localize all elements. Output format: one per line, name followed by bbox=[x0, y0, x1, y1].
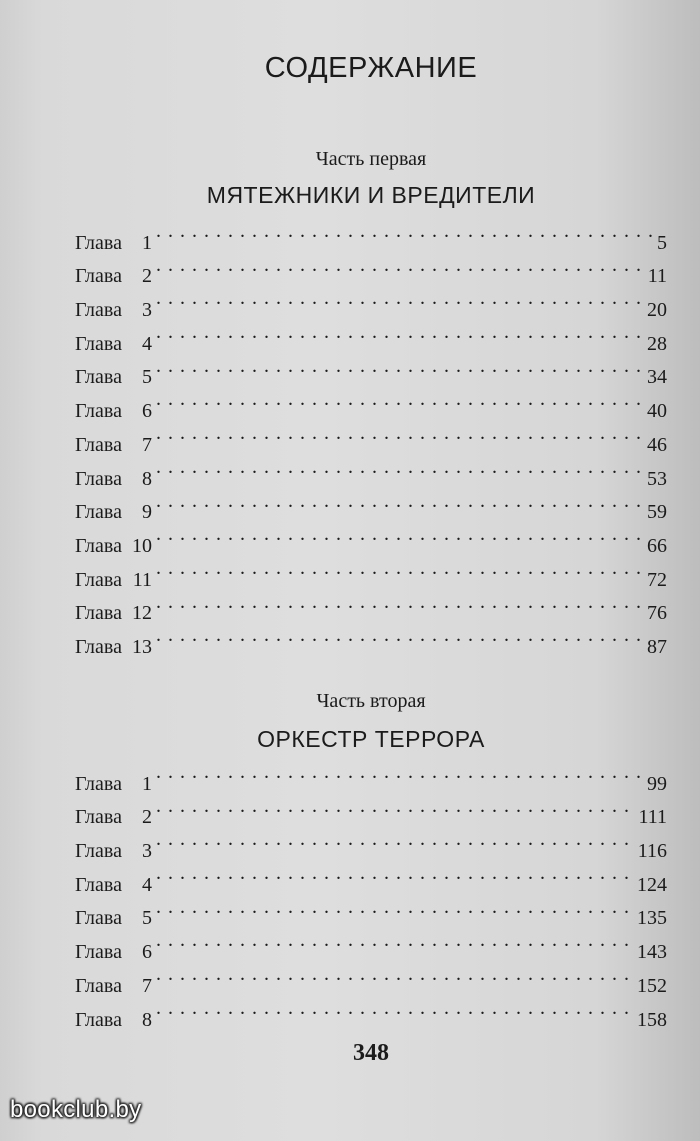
chapter-row bbox=[75, 417, 667, 451]
chapter-word: Глава bbox=[75, 941, 122, 959]
chapter-word: Глава bbox=[75, 1008, 122, 1026]
chapter-list bbox=[75, 215, 667, 653]
chapter-row bbox=[75, 316, 667, 350]
chapter-row bbox=[75, 823, 667, 857]
chapter-number: 3 bbox=[141, 840, 152, 858]
chapter-word: Глава bbox=[75, 534, 122, 552]
chapter-page: 53 bbox=[647, 467, 667, 485]
chapter-number: 1 bbox=[141, 772, 152, 790]
chapter-word: Глава bbox=[75, 907, 122, 925]
chapter-page: 124 bbox=[637, 873, 667, 891]
dot-leader bbox=[156, 586, 643, 620]
chapter-word: Глава bbox=[75, 433, 122, 451]
chapter-page: 116 bbox=[637, 840, 667, 858]
chapter-row bbox=[75, 992, 667, 1026]
chapter-word: Глава bbox=[75, 635, 122, 653]
chapter-row bbox=[75, 958, 667, 992]
chapter-page: 46 bbox=[647, 433, 667, 451]
part-label: Часть вторая bbox=[316, 690, 426, 712]
chapter-row bbox=[75, 857, 667, 891]
chapter-row bbox=[75, 282, 667, 316]
chapter-number: 8 bbox=[141, 467, 152, 485]
chapter-row bbox=[75, 451, 667, 485]
dot-leader bbox=[156, 823, 634, 857]
dot-leader bbox=[156, 249, 644, 283]
dot-leader bbox=[156, 924, 633, 958]
chapter-page: 72 bbox=[647, 568, 667, 586]
chapter-number: 4 bbox=[141, 873, 152, 891]
chapter-number: 5 bbox=[141, 907, 152, 925]
dot-leader bbox=[156, 451, 643, 485]
chapter-page: 66 bbox=[647, 534, 667, 552]
chapter-page: 20 bbox=[647, 299, 667, 317]
chapter-word: Глава bbox=[75, 400, 122, 418]
dot-leader bbox=[156, 756, 643, 790]
part-title: МЯТЕЖНИКИ И ВРЕДИТЕЛИ bbox=[206, 182, 536, 208]
dot-leader bbox=[156, 383, 643, 417]
chapter-row bbox=[75, 552, 667, 586]
dot-leader bbox=[156, 350, 643, 384]
dot-leader bbox=[156, 857, 633, 891]
chapter-word: Глава bbox=[75, 265, 122, 283]
dot-leader bbox=[156, 992, 633, 1026]
page-number: 348 bbox=[353, 1040, 389, 1066]
dot-leader bbox=[156, 215, 653, 249]
chapter-number: 11 bbox=[132, 568, 152, 586]
chapter-row bbox=[75, 215, 667, 249]
chapter-word: Глава bbox=[75, 299, 122, 317]
dot-leader bbox=[156, 619, 643, 653]
chapter-number: 10 bbox=[131, 534, 152, 552]
chapter-number: 6 bbox=[141, 400, 152, 418]
chapter-number: 12 bbox=[131, 602, 152, 620]
chapter-page: 76 bbox=[647, 602, 667, 620]
chapter-word: Глава bbox=[75, 974, 122, 992]
chapter-word: Глава bbox=[75, 231, 122, 249]
dot-leader bbox=[156, 958, 633, 992]
chapter-row bbox=[75, 756, 667, 790]
chapter-word: Глава bbox=[75, 873, 122, 891]
chapter-number: 2 bbox=[141, 806, 152, 824]
dot-leader bbox=[156, 790, 635, 824]
chapter-row bbox=[75, 619, 667, 653]
chapter-row bbox=[75, 383, 667, 417]
dot-leader bbox=[156, 316, 643, 350]
chapter-row bbox=[75, 518, 667, 552]
chapter-number: 9 bbox=[141, 501, 152, 519]
chapter-number: 7 bbox=[141, 974, 152, 992]
chapter-page: 11 bbox=[647, 265, 667, 283]
chapter-list bbox=[75, 756, 667, 1026]
chapter-row bbox=[75, 586, 667, 620]
chapter-number: 1 bbox=[141, 231, 152, 249]
chapter-page: 99 bbox=[647, 772, 667, 790]
chapter-number: 13 bbox=[131, 635, 152, 653]
dot-leader bbox=[156, 282, 643, 316]
chapter-number: 2 bbox=[141, 265, 152, 283]
dot-leader bbox=[156, 518, 643, 552]
part-title: ОРКЕСТР ТЕРРОРА bbox=[257, 726, 485, 752]
chapter-page: 59 bbox=[647, 501, 667, 519]
dot-leader bbox=[156, 417, 643, 451]
chapter-word: Глава bbox=[75, 332, 122, 350]
chapter-page: 5 bbox=[657, 231, 667, 249]
chapter-word: Глава bbox=[75, 840, 122, 858]
dot-leader bbox=[156, 485, 643, 519]
dot-leader bbox=[156, 552, 643, 586]
chapter-page: 40 bbox=[647, 400, 667, 418]
chapter-word: Глава bbox=[75, 772, 122, 790]
chapter-word: Глава bbox=[75, 467, 122, 485]
chapter-word: Глава bbox=[75, 366, 122, 384]
chapter-number: 8 bbox=[141, 1008, 152, 1026]
chapter-number: 4 bbox=[141, 332, 152, 350]
chapter-row bbox=[75, 790, 667, 824]
chapter-number: 7 bbox=[141, 433, 152, 451]
chapter-number: 3 bbox=[141, 299, 152, 317]
chapter-word: Глава bbox=[75, 602, 122, 620]
chapter-page: 87 bbox=[647, 635, 667, 653]
dot-leader bbox=[156, 891, 633, 925]
chapter-row bbox=[75, 924, 667, 958]
chapter-number: 5 bbox=[141, 366, 152, 384]
chapter-number: 6 bbox=[141, 941, 152, 959]
part-label: Часть первая bbox=[315, 148, 427, 170]
watermark-text: bookclub.by bbox=[10, 1096, 142, 1123]
chapter-page: 143 bbox=[637, 941, 667, 959]
chapter-page: 152 bbox=[637, 974, 667, 992]
chapter-page: 28 bbox=[647, 332, 667, 350]
chapter-row bbox=[75, 485, 667, 519]
chapter-page: 111 bbox=[638, 806, 667, 824]
chapter-word: Глава bbox=[75, 806, 122, 824]
chapter-page: 158 bbox=[637, 1008, 667, 1026]
chapter-word: Глава bbox=[75, 568, 122, 586]
chapter-word: Глава bbox=[75, 501, 122, 519]
chapter-page: 34 bbox=[647, 366, 667, 384]
chapter-row bbox=[75, 350, 667, 384]
chapter-row bbox=[75, 891, 667, 925]
toc-title: СОДЕРЖАНИЕ bbox=[264, 52, 478, 84]
chapter-page: 135 bbox=[637, 907, 667, 925]
chapter-row bbox=[75, 249, 667, 283]
